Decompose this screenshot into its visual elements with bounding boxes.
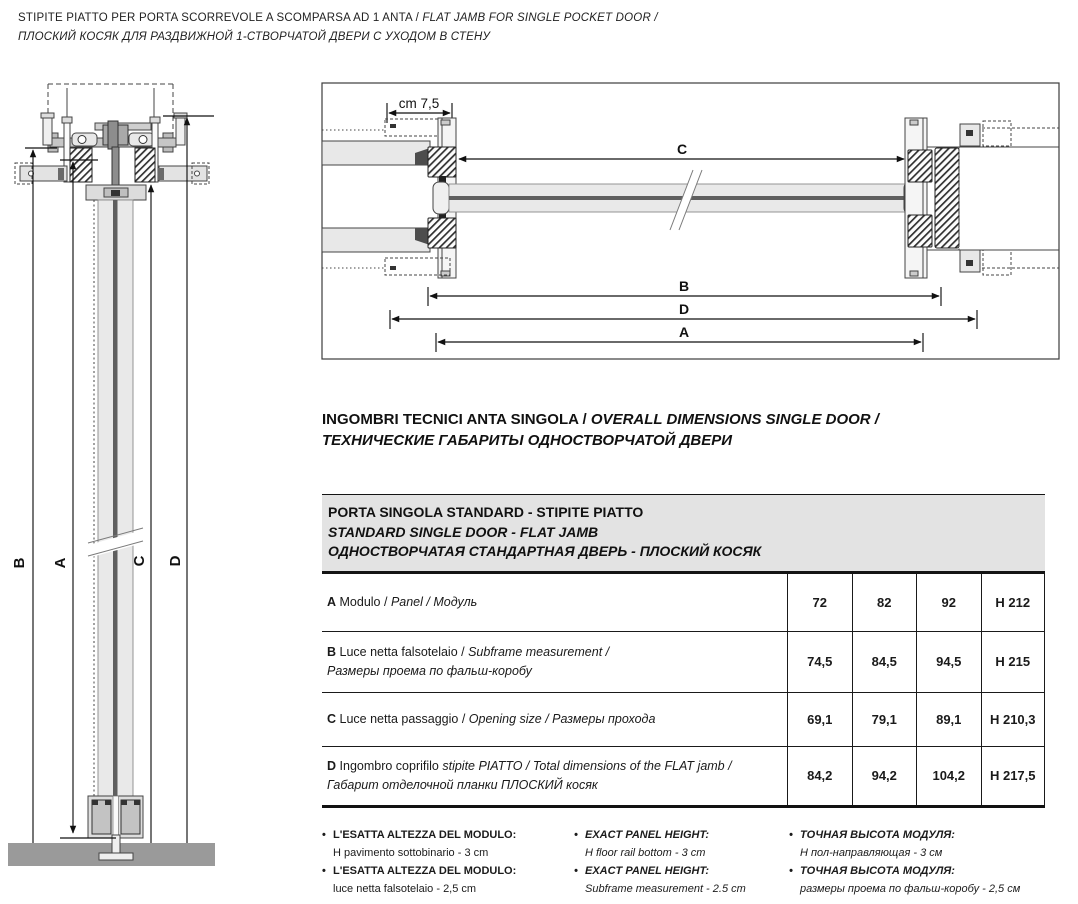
panel-bottom-rail (88, 796, 143, 838)
section-heading (322, 409, 879, 451)
footnotes-italian (322, 826, 568, 898)
dim-label-b-horizontal: B (678, 278, 690, 294)
table-row (322, 574, 1045, 632)
row-value: H 212 (981, 574, 1046, 631)
row-label: D Ingombro coprifilo stipite PIATTO / Total dimensions of the FLAT jamb / Габарит отделочной планки ПЛОСКИЙ косяк (327, 758, 732, 792)
door-panel (88, 200, 143, 838)
vertical-section-drawing (0, 75, 228, 875)
section-heading-line2: ТЕХНИЧЕСКИЕ ГАБАРИТЫ ОДНОСТВОРЧАТОЙ ДВЕРИ (322, 432, 733, 449)
page-title (18, 9, 658, 47)
table-title-it: PORTA SINGOLA STANDARD - STIPITE PIATTO (328, 504, 644, 520)
row-value: 94,5 (916, 632, 981, 692)
footnote-item: • L'ESATTA ALTEZZA DEL MODULO: H pavimento sottobinario - 3 cm (322, 829, 517, 859)
row-value: 82 (852, 574, 917, 631)
row-label: B Luce netta falsotelaio / Subframe measurement / Размеры проема по фальш-коробу (327, 644, 610, 678)
hatched-jamb-right (135, 148, 155, 182)
table-row (322, 747, 1045, 808)
row-value: H 217,5 (981, 747, 1046, 805)
dim-label-c-vertical: C (131, 555, 148, 567)
row-value: 89,1 (916, 693, 981, 746)
closing-jamb-right (905, 118, 1059, 278)
dim-label-a-horizontal: A (678, 324, 690, 340)
dim-label-cm75: cm 7,5 (398, 96, 440, 111)
footnote-item: • L'ESATTA ALTEZZA DEL MODULO: luce netta falsotelaio - 2,5 cm (322, 865, 517, 895)
row-value: 92 (916, 574, 981, 631)
row-label: A Modulo / Panel / Модуль (327, 594, 478, 609)
dim-label-b-vertical: B (11, 557, 28, 569)
table-title-en: STANDARD SINGLE DOOR - FLAT JAMB (328, 523, 599, 540)
row-label: C Luce netta passaggio / Opening size / Размеры прохода (327, 711, 656, 726)
page-title-line2: ПЛОСКИЙ КОСЯК ДЛЯ РАЗДВИЖНОЙ 1-СТВОРЧАТОЙ ДВЕРИ С УХОДОМ В СТЕНУ (18, 31, 491, 43)
dim-label-d-vertical: D (167, 555, 184, 567)
dim-label-a-vertical: A (52, 557, 69, 569)
dimension-c (459, 141, 904, 159)
footnote-item: • ТОЧНАЯ ВЫСОТА МОДУЛЯ: размеры проема по фальш-коробу - 2,5 см (789, 865, 1021, 895)
panel-header (86, 185, 146, 200)
row-value: 79,1 (852, 693, 917, 746)
footnotes-english (574, 826, 782, 898)
table-title-ru: ОДНОСТВОРЧАТАЯ СТАНДАРТНАЯ ДВЕРЬ - ПЛОСКИЙ КОСЯК (328, 543, 762, 559)
table-title-band (322, 494, 1045, 574)
row-value: 94,2 (852, 747, 917, 805)
footnotes-russian (789, 826, 1071, 898)
page-title-line1: STIPITE PIATTO PER PORTA SCORREVOLE A SCOMPARSA AD 1 ANTA / FLAT JAMB FOR SINGLE POCKET DOOR / (18, 12, 658, 24)
dim-label-d-horizontal: D (678, 301, 690, 317)
row-value: 72 (787, 574, 852, 631)
section-heading-line1: INGOMBRI TECNICI ANTA SINGOLA / OVERALL DIMENSIONS SINGLE DOOR / (322, 411, 879, 428)
row-value: 84,5 (852, 632, 917, 692)
row-value: H 210,3 (981, 693, 1046, 746)
row-value: 74,5 (787, 632, 852, 692)
footnote-item: • EXACT PANEL HEIGHT: Subframe measurement - 2.5 cm (574, 865, 746, 895)
dimension-a (436, 324, 923, 352)
table-row (322, 632, 1045, 693)
dim-label-c-horizontal: C (676, 141, 688, 157)
plan-section-drawing (318, 78, 1066, 366)
row-value: H 215 (981, 632, 1046, 692)
footnote-item: • ТОЧНАЯ ВЫСОТА МОДУЛЯ: Н пол-направляющая - 3 см (789, 829, 955, 859)
door-panel-plan (433, 170, 922, 230)
table-row (322, 693, 1045, 747)
row-value: 69,1 (787, 693, 852, 746)
row-value: 84,2 (787, 747, 852, 805)
dimensions-table (322, 494, 1045, 808)
row-value: 104,2 (916, 747, 981, 805)
footnote-item: • EXACT PANEL HEIGHT: H floor rail bottom - 3 cm (574, 829, 710, 859)
